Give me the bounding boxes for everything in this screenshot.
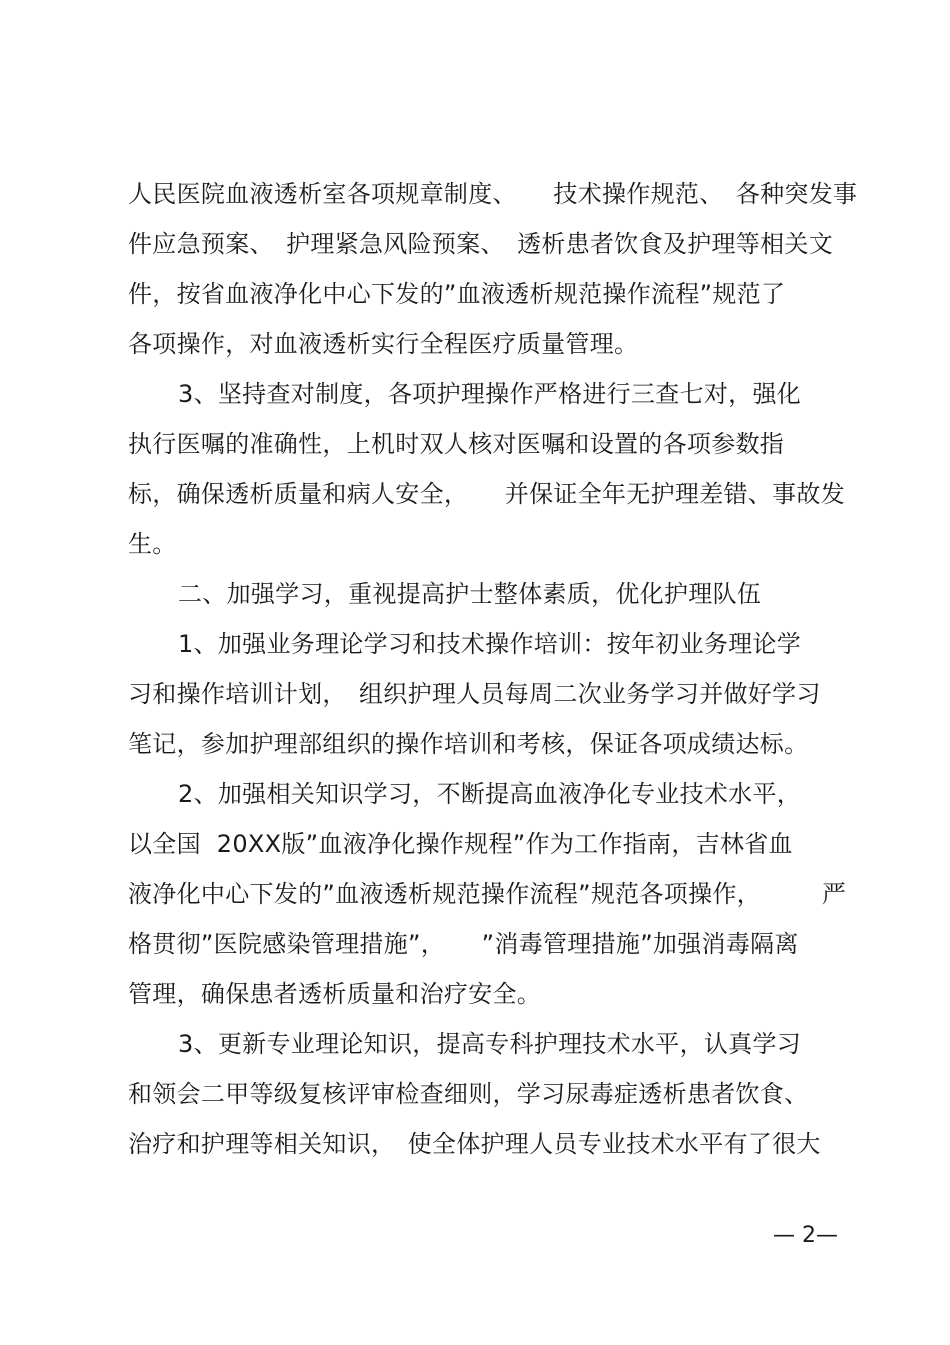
body-line: 件应急预案、 护理紧急风险预案、 透析患者饮食及护理等相关文 bbox=[128, 230, 833, 258]
body-line: 3、更新专业理论知识，提高专科护理技术水平，认真学习 bbox=[178, 1030, 802, 1058]
body-line: 人民医院血液透析室各项规章制度、 技术操作规范、 各种突发事 bbox=[128, 180, 858, 208]
body-line: 格贯彻”医院感染管理措施”， ”消毒管理措施”加强消毒隔离 bbox=[128, 930, 799, 958]
body-line: 习和操作培训计划， 组织护理人员每周二次业务学习并做好学习 bbox=[128, 680, 821, 708]
body-line: 治疗和护理等相关知识， 使全体护理人员专业技术水平有了很大 bbox=[128, 1130, 821, 1158]
body-line: 和领会二甲等级复核评审检查细则，学习尿毒症透析患者饮食、 bbox=[128, 1080, 809, 1108]
body-line: 标，确保透析质量和病人安全， 并保证全年无护理差错、事故发 bbox=[128, 480, 845, 508]
body-line: 液净化中心下发的”血液透析规范操作流程”规范各项操作， 严 bbox=[128, 880, 847, 908]
body-line: 3、坚持查对制度，各项护理操作严格进行三查七对，强化 bbox=[178, 380, 802, 408]
body-line: 执行医嘱的准确性，上机时双人核对医嘱和设置的各项参数指 bbox=[128, 430, 785, 458]
body-line: 笔记，参加护理部组织的操作培训和考核，保证各项成绩达标。 bbox=[128, 730, 809, 758]
body-line: 件，按省血液净化中心下发的”血液透析规范操作流程”规范了 bbox=[128, 280, 786, 308]
body-line: 以全国 20XX版”血液净化操作规程”作为工作指南，吉林省血 bbox=[128, 830, 793, 858]
page-number: — 2— bbox=[773, 1223, 838, 1248]
section-heading: 二、加强学习，重视提高护士整体素质，优化护理队伍 bbox=[178, 580, 762, 608]
body-line: 管理，确保患者透析质量和治疗安全。 bbox=[128, 980, 542, 1008]
body-line: 1、加强业务理论学习和技术操作培训：按年初业务理论学 bbox=[178, 630, 802, 658]
body-line: 2、加强相关知识学习，不断提高血液净化专业技术水平， bbox=[178, 780, 802, 808]
body-line: 生。 bbox=[128, 530, 177, 558]
body-line: 各项操作，对血液透析实行全程医疗质量管理。 bbox=[128, 330, 639, 358]
